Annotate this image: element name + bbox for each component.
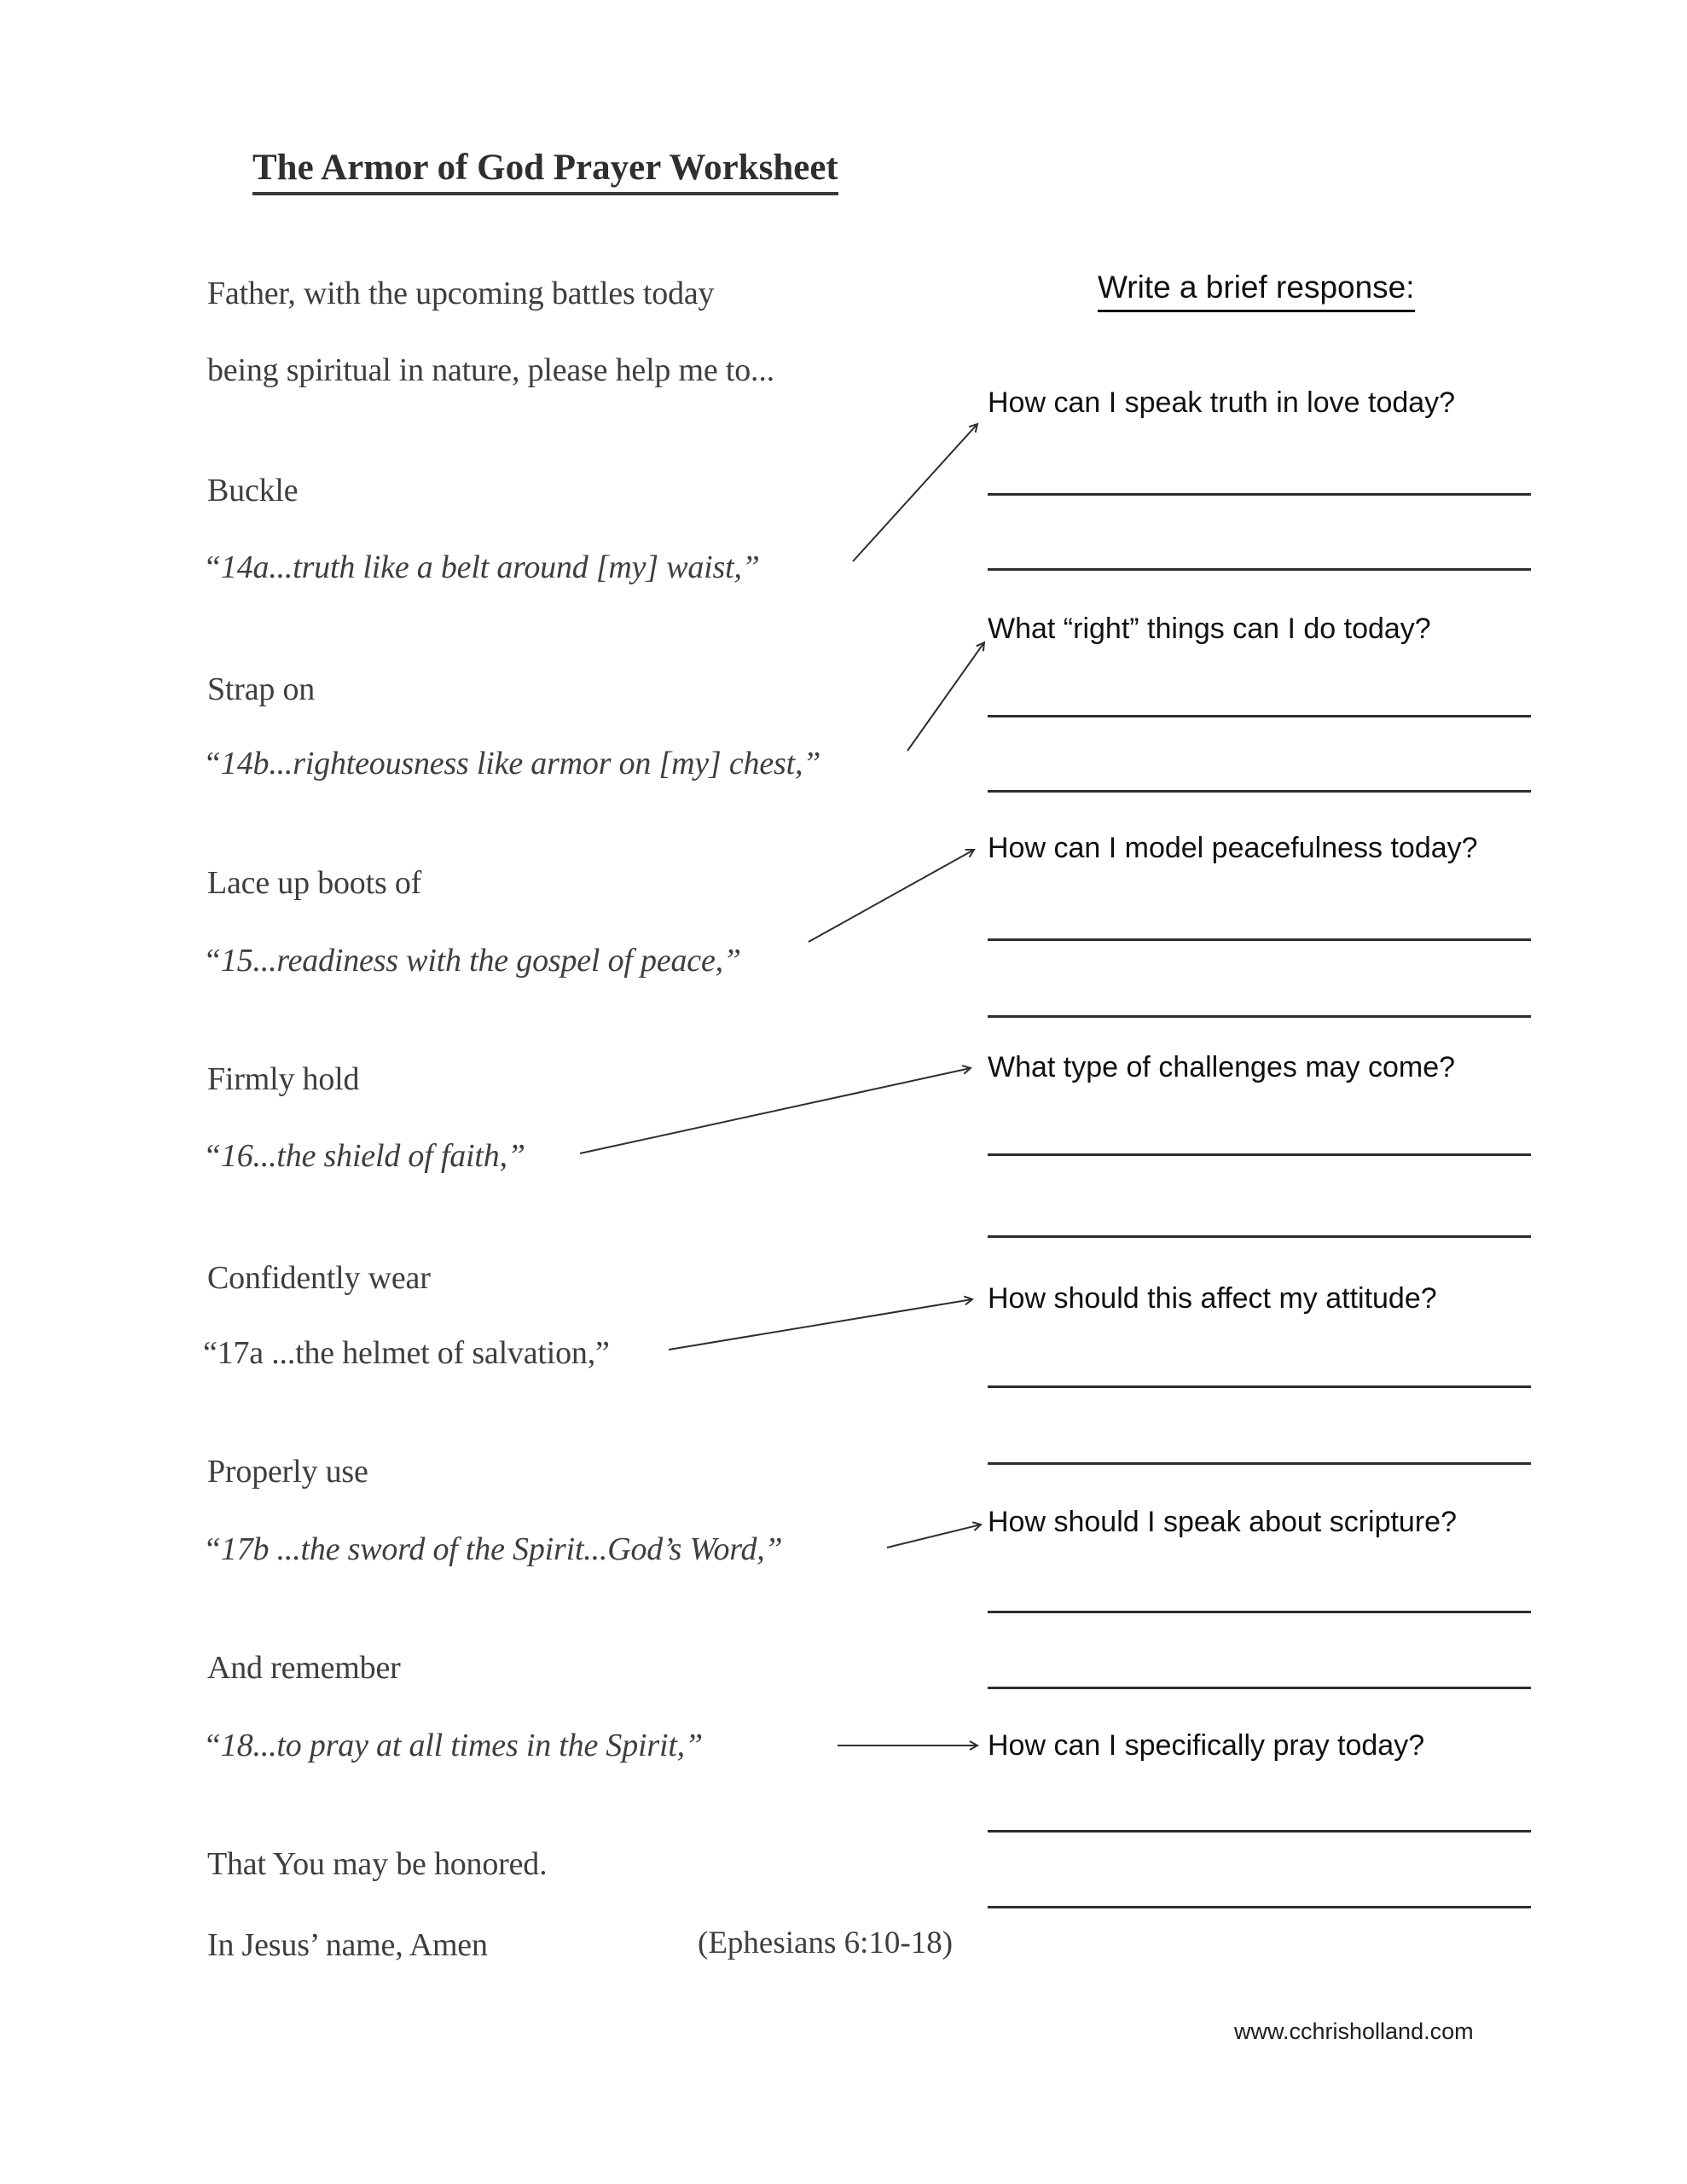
scripture-reference: (Ephesians 6:10-18) — [698, 1926, 954, 1960]
closing-line-2: In Jesus’ name, Amen — [207, 1927, 488, 1963]
scripture-quote-15: “15...readiness with the gospel of peace,” — [203, 943, 741, 979]
connector-arrow-helmet — [669, 1299, 972, 1350]
scripture-quote-17a: “17a ...the helmet of salvation,” — [203, 1335, 610, 1371]
action-lace-up-boots: Lace up boots of — [207, 865, 422, 901]
connector-arrow-shield — [580, 1068, 971, 1153]
question-speak-truth: How can I speak truth in love today? — [988, 386, 1456, 419]
action-buckle: Buckle — [207, 473, 299, 508]
action-confidently-wear: Confidently wear — [207, 1260, 431, 1296]
action-strap-on: Strap on — [207, 671, 316, 707]
question-speak-scripture: How should I speak about scripture? — [988, 1506, 1457, 1538]
scripture-quote-14b: “14b...righteousness like armor on [my] chest,” — [203, 746, 821, 781]
intro-line-1: Father, with the upcoming battles today — [207, 276, 715, 311]
scripture-quote-16: “16...the shield of faith,” — [203, 1138, 525, 1174]
response-column-header: Write a brief response: — [1098, 270, 1415, 312]
website-footer: www.cchrisholland.com — [1234, 2018, 1474, 2044]
page-title: The Armor of God Prayer Worksheet — [252, 147, 838, 195]
question-right-things: What “right” things can I do today? — [988, 613, 1431, 645]
connector-arrow-boots — [809, 850, 974, 942]
question-attitude: How should this affect my attitude? — [988, 1282, 1437, 1315]
action-firmly-hold: Firmly hold — [207, 1061, 360, 1097]
scripture-quote-14a: “14a...truth like a belt around [my] waist,” — [203, 549, 760, 585]
question-model-peace: How can I model peacefulness today? — [988, 832, 1478, 864]
action-and-remember: And remember — [207, 1650, 401, 1686]
closing-line-1: That You may be honored. — [207, 1846, 548, 1882]
intro-line-2: being spiritual in nature, please help me to... — [207, 352, 774, 388]
connector-arrow-belt — [853, 424, 977, 561]
question-pray-today: How can I specifically pray today? — [988, 1729, 1425, 1762]
scripture-quote-17b: “17b ...the sword of the Spirit...God’s Word,” — [203, 1531, 783, 1567]
scripture-quote-18: “18...to pray at all times in the Spirit,” — [203, 1728, 703, 1763]
connector-arrow-sword — [887, 1525, 981, 1548]
question-challenges: What type of challenges may come? — [988, 1051, 1456, 1083]
connector-arrow-armor — [907, 642, 984, 751]
action-properly-use: Properly use — [207, 1454, 368, 1490]
